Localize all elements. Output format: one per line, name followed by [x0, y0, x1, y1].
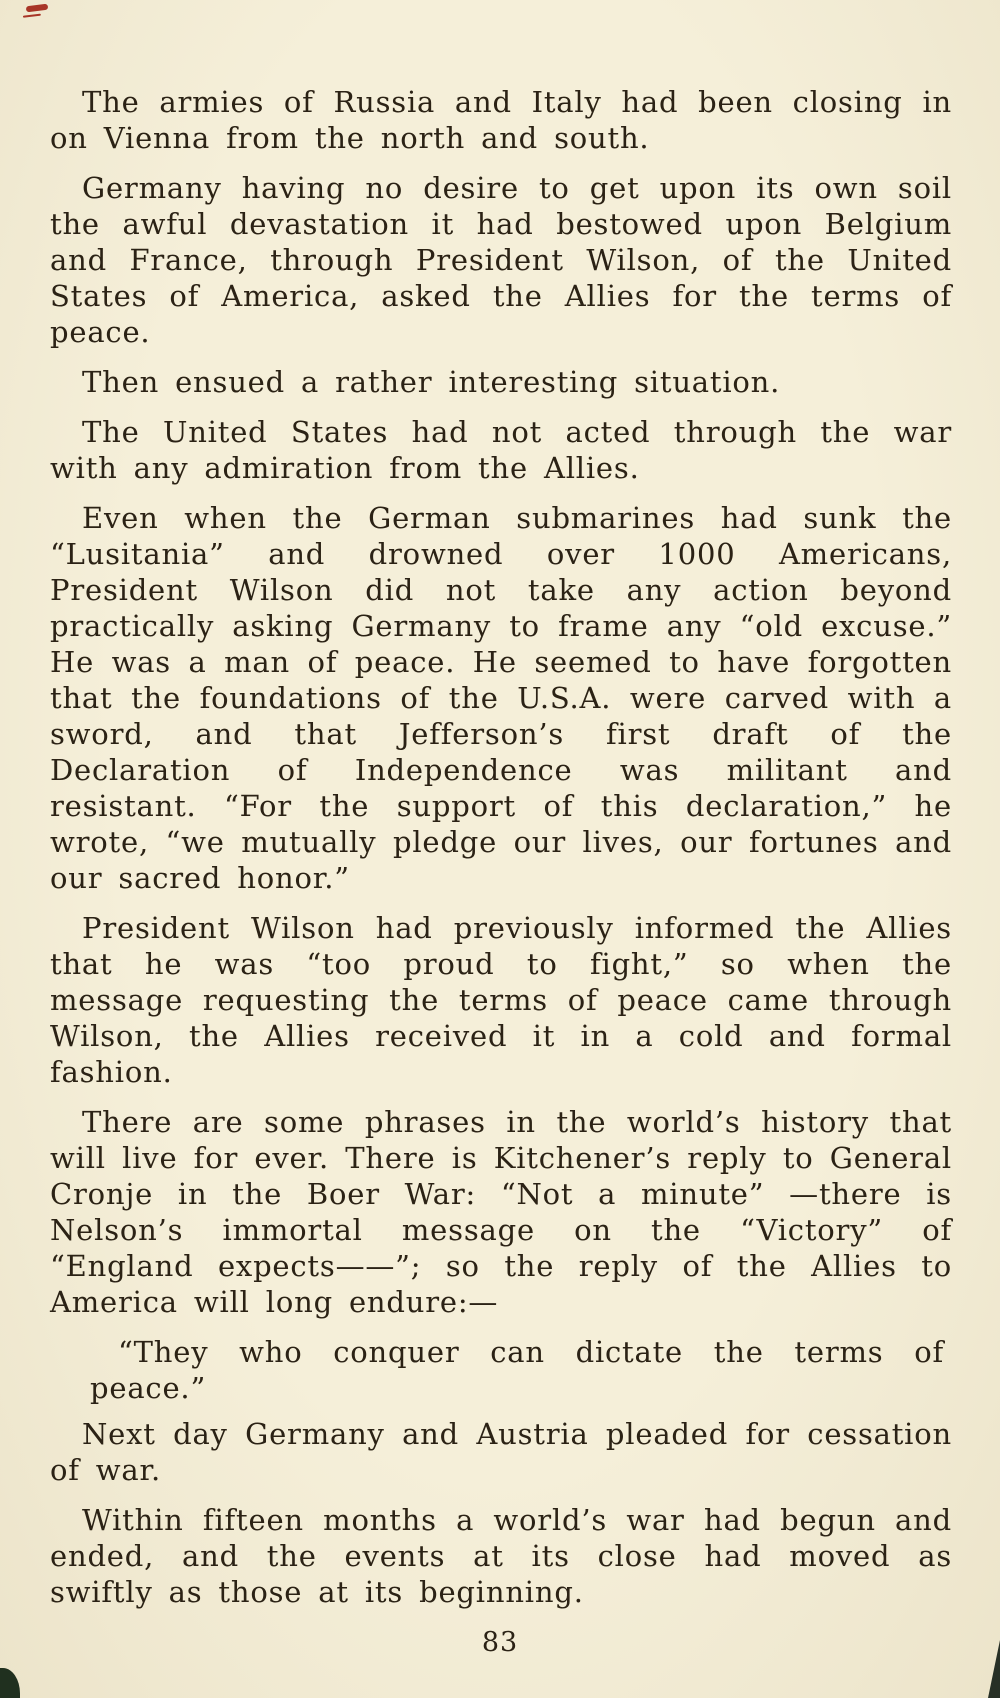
paragraph-armies: The armies of Russia and Italy had been closing in on Vienna from the north and south.: [50, 85, 952, 155]
bottom-left-corner-scan-mark: [0, 1668, 20, 1698]
paragraph-too-proud: President Wilson had previously informed the Allies that he was “too proud to fight,” so when the message requesting the terms of peace came through Wilson, the Allies received it in a cold and formal fashion.: [50, 911, 952, 1089]
red-scan-mark: [26, 4, 49, 13]
paragraph-then-ensued: Then ensued a rather interesting situation.: [82, 365, 781, 399]
page-number: 83: [481, 1627, 519, 1658]
text-block: [50, 84, 952, 1610]
paragraph-lusitania: Even when the German submarines had sunk the “Lusitania” and drowned over 1000 Americans, President Wilson did not take any action beyond practically asking Germany to frame any “old excuse.” He was a man of peace. He seemed to have forgotten that the foundations of the U.S.A. were carved with a sword, and that Jefferson’s first draft of the Declaration of Independence was militant and resistant. “For the support of this declaration,” he wrote, “we mutually pledge our lives, our fortunes and our sacred honor.”: [50, 501, 952, 895]
paragraph-united-states: The United States had not acted through the war with any admiration from the Allies.: [50, 415, 952, 485]
quote-paragraph: “They who conquer can dictate the terms of peace.”: [90, 1335, 944, 1405]
paragraph-germany-desire: Germany having no desire to get upon its own soil the awful devastation it had bestowed upon Belgium and France, through President Wilson, of the United States of America, asked the Allies for the terms of peace.: [50, 171, 952, 349]
paragraph-fifteen-months: Within fifteen months a world’s war had begun and ended, and the events at its close had moved as swiftly as those at its beginning.: [50, 1503, 952, 1609]
paragraph-next-day: Next day Germany and Austria pleaded for cessation of war.: [50, 1417, 952, 1487]
paragraph-phrases: There are some phrases in the world’s history that will live for ever. There is Kitchener’s reply to General Cronje in the Boer War: “Not a minute” —there is Nelson’s immortal message on the “Victory” of “England expects——”; so the reply of the Allies to America will long endure:—: [50, 1105, 952, 1319]
